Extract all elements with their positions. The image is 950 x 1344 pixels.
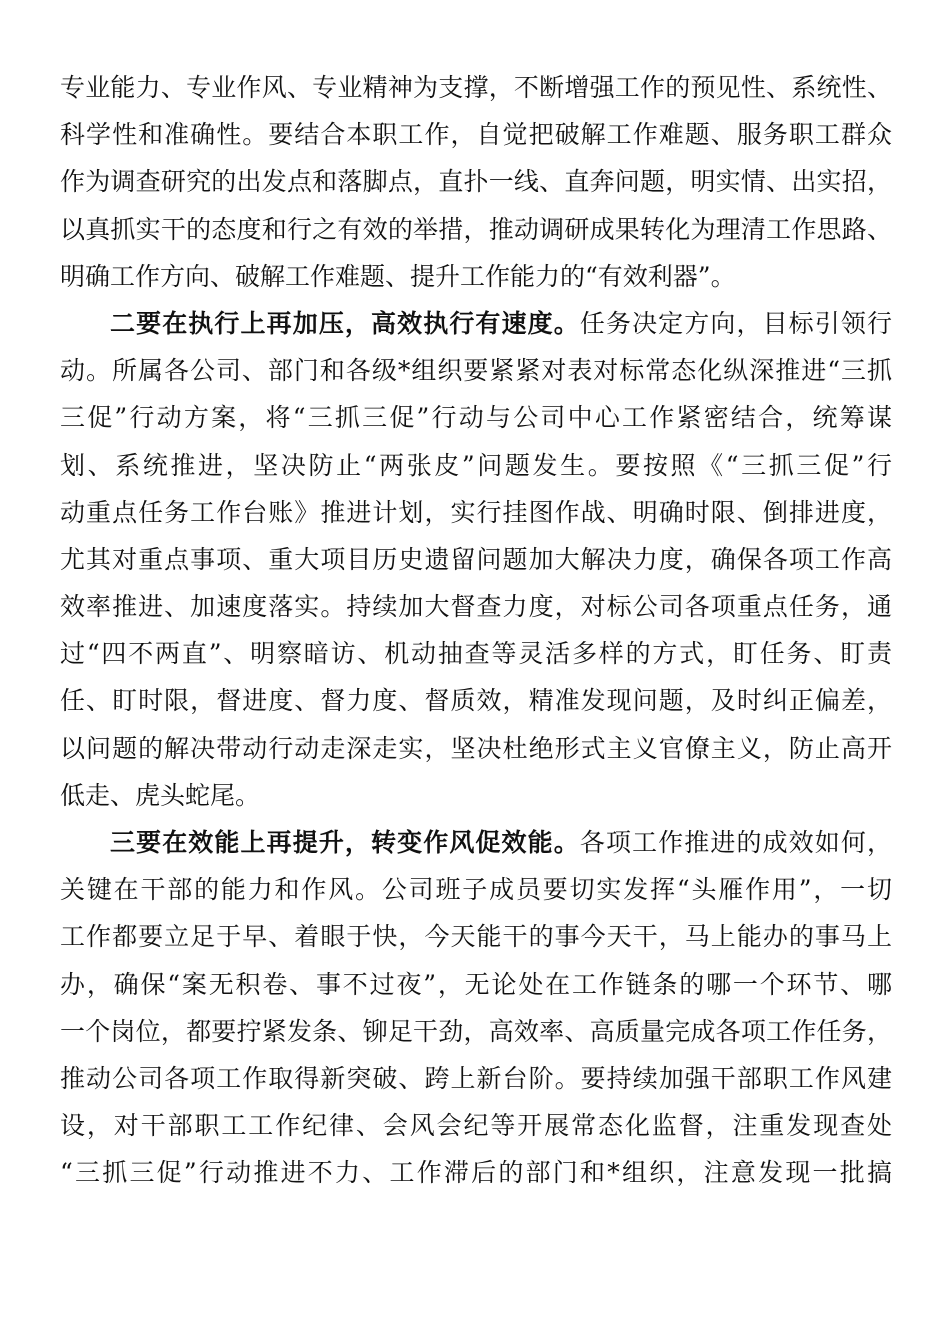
paragraph-1 xyxy=(60,64,892,300)
section-heading: 三要在效能上再提升，转变作风促效能。 xyxy=(110,828,580,857)
text-line: 专业能力、专业作风、专业精神为支撑，不断增强工作的预见性、系统性、 xyxy=(60,73,892,102)
paragraph-first-line xyxy=(60,819,892,866)
text-line: 设，对干部职工工作纪律、会风会纪等开展常态化监督，注重发现查处 xyxy=(60,1111,892,1141)
text-line: 过“四不两直”、明察暗访、机动抽查等灵活多样的方式，盯任务、盯责 xyxy=(60,639,892,669)
text-line: 以问题的解决带动行动走深走实，坚决杜绝形式主义官僚主义，防止高开 xyxy=(60,733,892,763)
paragraph-2 xyxy=(60,300,892,819)
text-line: 作为调查研究的出发点和落脚点，直扑一线、直奔问题，明实情、出实招， xyxy=(60,167,892,197)
text-line: “三抓三促”行动推进不力、工作滞后的部门和*组织，注意发现一批搞 xyxy=(60,1158,892,1188)
text-line: 三促”行动方案，将“三抓三促”行动与公司中心工作紧密结合，统筹谋 xyxy=(60,403,892,433)
text-line: 动重点任务工作台账》推进计划，实行挂图作战、明确时限、倒排进度， xyxy=(60,497,892,527)
heading-followup-text: 各项工作推进的成效如何， xyxy=(579,828,892,857)
text-line: 一个岗位，都要拧紧发条、铆足干劲，高效率、高质量完成各项工作任务， xyxy=(60,1016,892,1046)
text-line: 明确工作方向、破解工作难题、提升工作能力的“有效利器”。 xyxy=(60,261,736,291)
text-line: 关键在干部的能力和作风。公司班子成员要切实发挥“头雁作用”，一切 xyxy=(60,875,892,905)
text-line: 尤其对重点事项、重大项目历史遗留问题加大解决力度，确保各项工作高 xyxy=(60,544,892,574)
text-line: 以真抓实干的态度和行之有效的举措，推动调研成果转化为理清工作思路、 xyxy=(60,214,892,244)
paragraph-first-line xyxy=(60,300,892,347)
section-heading: 二要在执行上再加压，高效执行有速度。 xyxy=(110,308,580,338)
text-line: 工作都要立足于早、着眼于快，今天能干的事今天干，马上能办的事马上 xyxy=(60,922,892,952)
text-line: 效率推进、加速度落实。持续加大督查力度，对标公司各项重点任务，通 xyxy=(60,592,892,622)
text-line: 动。所属各公司、部门和各级*组织要紧紧对表对标常态化纵深推进“三抓 xyxy=(60,356,892,386)
text-line: 办，确保“案无积卷、事不过夜”，无论处在工作链条的哪一个环节、哪 xyxy=(60,969,892,999)
heading-followup-text: 任务决定方向，目标引领行 xyxy=(579,308,892,338)
document-page xyxy=(60,64,892,1197)
text-line: 低走、虎头蛇尾。 xyxy=(60,780,261,810)
text-line: 划、系统推进，坚决防止“两张皮”问题发生。要按照《“三抓三促”行 xyxy=(60,450,892,480)
text-line: 任、盯时限，督进度、督力度、督质效，精准发现问题，及时纠正偏差， xyxy=(60,686,892,716)
text-line: 推动公司各项工作取得新突破、跨上新台阶。要持续加强干部职工作风建 xyxy=(60,1063,892,1093)
paragraph-3 xyxy=(60,819,892,1197)
text-line: 科学性和准确性。要结合本职工作，自觉把破解工作难题、服务职工群众 xyxy=(60,120,892,150)
